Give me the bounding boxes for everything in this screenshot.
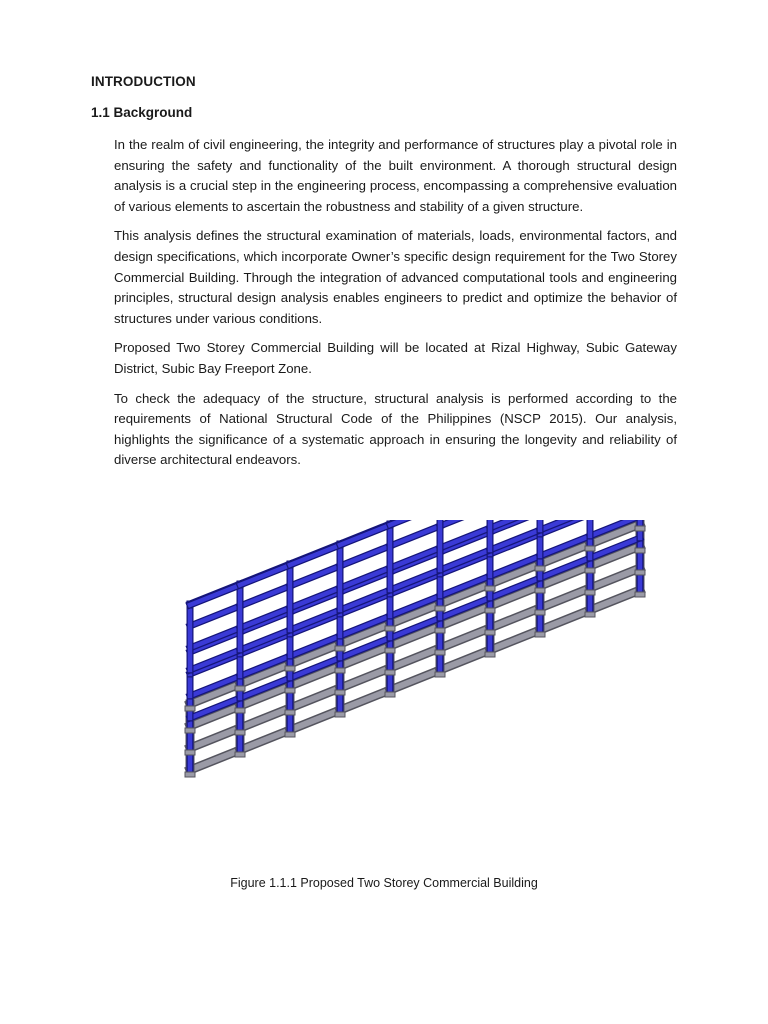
frame-member: [290, 545, 340, 565]
frame-member: [440, 520, 490, 526]
footing-pad: [485, 608, 495, 613]
frame-member: [240, 708, 290, 728]
paragraph-1: In the realm of civil engineering, the integrity and performance of structures play a pivotal role in ensuring the safety and functionality of the built environment. A thorough structural design analysis is a crucial step in the engineering process, encompassing a comprehensive evaluation of various elements to ascertain the robustness and stability of a given structure.: [114, 137, 677, 214]
frame-member: [390, 670, 440, 690]
footing-pad: [385, 626, 395, 631]
footing-pad: [185, 706, 195, 711]
footing-pad: [635, 548, 645, 553]
footing-pad: [435, 606, 445, 611]
frame-member: [540, 610, 590, 630]
footing-pad: [535, 610, 545, 615]
footing-pad: [385, 692, 395, 697]
footing-pad: [485, 652, 495, 657]
footing-pad: [235, 708, 245, 713]
frame-member: [290, 688, 340, 708]
frame-member: [390, 526, 440, 546]
frame-member: [340, 525, 390, 545]
footing-pad: [285, 732, 295, 737]
footing-pad: [435, 628, 445, 633]
frame-member: [190, 585, 240, 605]
footing-pad: [535, 566, 545, 571]
frame-member: [290, 566, 340, 586]
paragraph-3: Proposed Two Storey Commercial Building will be located at Rizal Highway, Subic Gateway District, Subic Bay Freeport Zone.: [114, 340, 677, 376]
frame-member: [390, 648, 440, 668]
footing-pad: [535, 588, 545, 593]
frame-member: [440, 650, 490, 670]
footing-pad: [335, 646, 345, 651]
frame-member: [190, 606, 240, 626]
footing-pad: [635, 526, 645, 531]
figure-caption: Figure 1.1.1 Proposed Two Storey Commercial Building: [230, 876, 538, 890]
body-text: [114, 135, 677, 480]
frame-member: [590, 590, 640, 610]
page-heading: INTRODUCTION: [91, 74, 196, 89]
section-title: 1.1 Background: [91, 105, 193, 120]
frame-member: [390, 520, 440, 525]
frame-member: [240, 730, 290, 750]
footing-pad: [235, 752, 245, 757]
footing-pad: [585, 590, 595, 595]
footing-pad: [335, 712, 345, 717]
footing-pad: [335, 668, 345, 673]
footing-pad: [635, 592, 645, 597]
footing-pad: [185, 772, 195, 777]
footing-pad: [535, 632, 545, 637]
frame-member: [540, 588, 590, 608]
footing-pad: [385, 648, 395, 653]
frame-member: [490, 608, 540, 628]
footing-pad: [385, 670, 395, 675]
paragraph-4: To check the adequacy of the structure, structural analysis is performed according to the requirements of National Structural Code of the Philippines (NSCP 2015). Our analysis, highlights the significance of a systematic approach in ensuring the longevity and reliability of diverse architectural endeavors.: [114, 390, 677, 468]
footing-pad: [285, 688, 295, 693]
frame-member: [240, 586, 290, 606]
frame-member: [590, 568, 640, 588]
footing-pad: [585, 568, 595, 573]
footing-pad: [485, 586, 495, 591]
paragraph-2: This analysis defines the structural examination of materials, loads, environmental factors, and design specifications, which incorporate Owner’s specific design requirement for the Two Storey Commercial Building. Through the integration of advanced computational tools and engineering principles, structural design analysis enables engineers to predict and optimize the behavior of structures under various conditions.: [114, 228, 677, 326]
footing-pad: [335, 690, 345, 695]
frame-member: [340, 690, 390, 710]
frame-member: [440, 628, 490, 648]
footing-pad: [585, 546, 595, 551]
frame-member: [240, 565, 290, 585]
footing-pad: [435, 650, 445, 655]
structure-figure: [130, 520, 670, 830]
footing-pad: [185, 728, 195, 733]
footing-pad: [185, 750, 195, 755]
structural-frame-image: [130, 520, 670, 830]
footing-pad: [635, 570, 645, 575]
frame-member: [190, 750, 240, 770]
frame-member: [490, 630, 540, 650]
footing-pad: [435, 672, 445, 677]
footing-pad: [485, 630, 495, 635]
frame-member: [340, 546, 390, 566]
footing-pad: [285, 710, 295, 715]
frame-member: [290, 710, 340, 730]
footing-pad: [285, 666, 295, 671]
footing-pad: [235, 730, 245, 735]
footing-pad: [235, 686, 245, 691]
footing-pad: [585, 612, 595, 617]
frame-member: [190, 728, 240, 748]
frame-member: [340, 668, 390, 688]
